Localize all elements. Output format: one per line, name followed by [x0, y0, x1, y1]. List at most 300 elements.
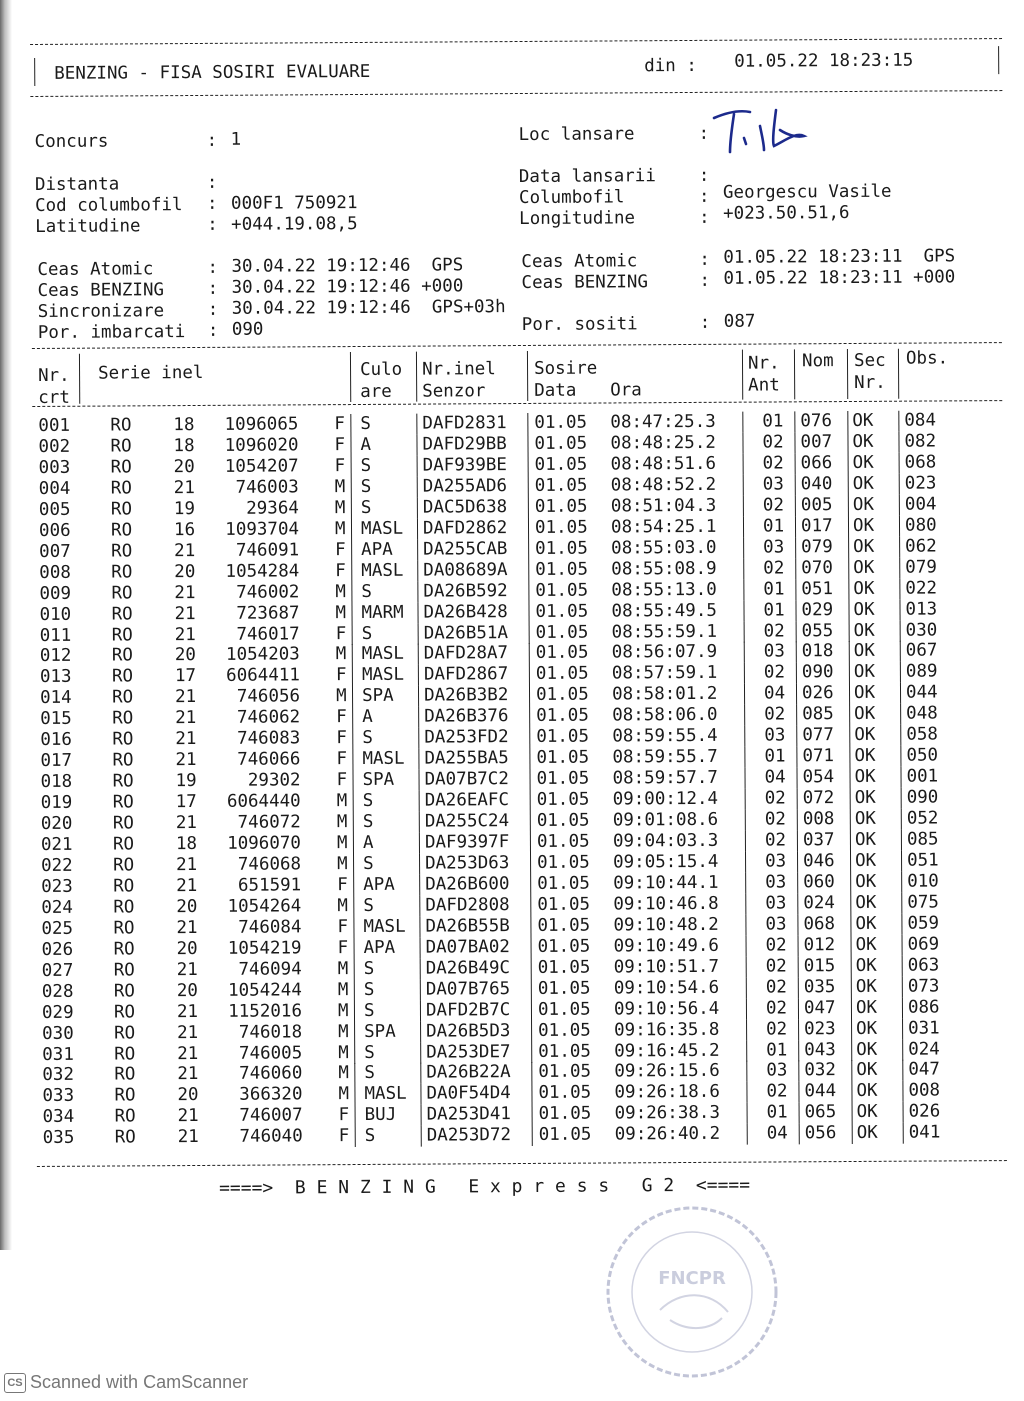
cell-color: S	[364, 1126, 376, 1147]
cell-sec: OK	[854, 850, 877, 871]
col-sep	[417, 581, 418, 602]
col-sep	[901, 893, 902, 914]
cell-sec: OK	[855, 913, 877, 934]
cell-obs: 001	[906, 766, 939, 787]
cell-obs: 080	[904, 515, 937, 536]
cell-year: 17	[174, 666, 197, 687]
cell-nr-crt: 025	[41, 918, 74, 939]
col-sep	[848, 453, 849, 474]
cell-arrival-date: 01.05	[534, 454, 588, 475]
cell-country: RO	[110, 415, 132, 436]
cell-sec: OK	[855, 997, 878, 1018]
cell-sex: F	[335, 560, 346, 581]
cell-sensor-ring: DA255C24	[424, 811, 510, 832]
cell-arrival-time: 09:10:44.1	[613, 872, 719, 894]
colon: :	[207, 299, 219, 320]
th-inel-1: Nr.inel	[421, 359, 496, 380]
cell-year: 21	[175, 708, 197, 729]
camscanner-text: Scanned with CamScanner	[30, 1372, 249, 1392]
cell-sensor-ring: DA255CAB	[423, 538, 508, 560]
cell-arrival-date: 01.05	[535, 622, 589, 643]
cell-sex: F	[336, 770, 348, 791]
cell-country: RO	[113, 855, 135, 876]
col-sep	[746, 998, 747, 1019]
col-sep	[900, 641, 901, 662]
col-sep	[420, 1084, 421, 1105]
cell-arrival-time: 08:48:51.6	[610, 453, 717, 475]
colon: :	[699, 207, 710, 228]
col-sep	[796, 747, 797, 768]
col-sep	[354, 959, 355, 980]
cell-nom: 040	[800, 473, 833, 495]
cell-sensor-ring: DA07BA02	[425, 936, 510, 958]
col-sep	[794, 349, 795, 399]
cell-country: RO	[112, 792, 134, 813]
cell-antenna: 02	[765, 935, 787, 956]
col-sep	[351, 582, 352, 603]
col-sep	[352, 770, 353, 791]
cell-color: S	[361, 623, 373, 644]
col-sep	[850, 830, 851, 851]
col-sep	[797, 788, 798, 809]
cell-obs: 067	[905, 640, 938, 662]
col-sep	[903, 1123, 904, 1144]
cell-obs: 004	[904, 494, 937, 515]
cell-ring-number: 1054203	[225, 644, 300, 666]
cell-nom: 007	[800, 432, 833, 453]
col-sep	[795, 495, 796, 516]
col-sep	[744, 726, 745, 747]
col-sep	[528, 476, 529, 497]
col-sep	[796, 726, 797, 747]
th-sec-2: Nr.	[854, 372, 886, 393]
cell-year: 21	[176, 854, 198, 876]
cell-sensor-ring: DAF9397F	[424, 832, 510, 853]
col-sep	[420, 937, 421, 958]
col-sep	[351, 561, 352, 582]
distanta-label: Distanta	[34, 174, 120, 195]
cell-arrival-date: 01.05	[534, 475, 588, 496]
col-sep	[529, 664, 530, 685]
col-sep	[849, 662, 850, 683]
cell-nr-crt: 003	[38, 457, 71, 478]
col-sep	[744, 768, 745, 789]
col-sep	[747, 1103, 748, 1124]
col-sep	[848, 537, 849, 558]
cell-arrival-date: 01.05	[535, 580, 589, 601]
col-sep	[796, 663, 797, 684]
col-sep	[420, 979, 421, 1000]
cell-nr-crt: 007	[39, 541, 71, 562]
cell-sensor-ring: DA26B600	[425, 873, 510, 895]
cell-nom: 023	[804, 1018, 836, 1039]
cell-arrival-time: 08:55:59.1	[611, 621, 718, 642]
cell-color: S	[363, 895, 374, 916]
cell-ring-number: 746056	[236, 686, 301, 708]
cell-ring-number: 1054207	[224, 456, 299, 477]
cell-antenna: 02	[763, 662, 786, 683]
cell-antenna: 01	[762, 516, 785, 537]
cell-arrival-time: 08:48:25.2	[610, 432, 716, 454]
col-sep	[795, 558, 796, 579]
cell-sex: F	[334, 414, 345, 435]
col-sep	[352, 707, 353, 728]
col-sep	[848, 579, 849, 600]
cell-ring-number: 746002	[236, 581, 300, 603]
cell-antenna: 02	[762, 495, 785, 516]
cell-nr-crt: 008	[39, 562, 71, 583]
col-sep	[529, 769, 530, 790]
colon: :	[698, 186, 710, 207]
cell-country: RO	[114, 1085, 136, 1106]
cell-nom: 055	[801, 620, 834, 641]
cell-color: S	[360, 455, 372, 476]
col-sep	[355, 1105, 356, 1126]
cell-color: APA	[361, 539, 393, 560]
cell-country: RO	[113, 876, 135, 897]
th-culoare-2: are	[360, 381, 392, 402]
col-sep	[898, 411, 899, 432]
col-sep	[794, 411, 795, 432]
cell-sex: M	[337, 854, 348, 875]
cell-color: S	[360, 476, 372, 497]
cell-sec: OK	[853, 578, 875, 599]
cell-ring-number: 746091	[235, 540, 300, 561]
cell-obs: 031	[908, 1018, 940, 1039]
col-sep	[901, 913, 902, 934]
cell-obs: 086	[907, 997, 940, 1018]
th-ant-2: Ant	[748, 375, 780, 396]
col-sep	[796, 642, 797, 663]
cell-arrival-date: 01.05	[534, 496, 588, 517]
cell-arrival-time: 08:59:55.4	[612, 726, 718, 747]
cell-sensor-ring: DA08689A	[423, 559, 508, 581]
col-sep	[351, 603, 352, 624]
col-sep	[743, 454, 744, 475]
cell-nom: 085	[802, 704, 834, 725]
col-sep	[899, 599, 900, 620]
cell-color: S	[363, 958, 375, 979]
cell-nom: 032	[804, 1060, 837, 1081]
cell-sec: OK	[853, 662, 876, 683]
cell-year: 21	[174, 624, 196, 645]
cell-obs: 024	[908, 1038, 940, 1060]
col-sep	[849, 704, 850, 725]
col-sep	[798, 1019, 799, 1040]
latitudine-value: +044.19.08,5	[231, 214, 358, 235]
cell-antenna: 01	[763, 578, 785, 600]
colon: :	[698, 165, 710, 186]
cell-sex: M	[336, 812, 348, 833]
cell-nom: 066	[800, 452, 833, 474]
th-culoare-1: Culo	[359, 359, 403, 380]
por-sositi-label: Por. sositi	[521, 314, 638, 336]
cell-nom: 018	[801, 641, 834, 662]
col-sep	[419, 875, 420, 896]
cell-country: RO	[114, 1106, 136, 1127]
cell-arrival-time: 09:16:35.8	[614, 1019, 720, 1040]
col-sep	[747, 1124, 748, 1145]
cell-sec: OK	[853, 641, 875, 662]
col-sep	[746, 956, 747, 977]
col-sep	[744, 663, 745, 684]
cell-sec: OK	[854, 725, 876, 746]
din-label: din :	[644, 55, 697, 77]
col-sep	[531, 937, 532, 958]
col-sep	[848, 600, 849, 621]
cell-sec: OK	[855, 892, 877, 913]
cell-year: 21	[174, 687, 197, 708]
cell-sec: OK	[853, 620, 875, 641]
cell-antenna: 03	[764, 725, 786, 746]
cell-arrival-time: 09:26:15.6	[614, 1061, 720, 1082]
cell-sensor-ring: DA253D41	[426, 1104, 511, 1125]
cell-nr-crt: 009	[39, 583, 72, 604]
cell-country: RO	[112, 834, 135, 855]
cell-sensor-ring: DA253FD2	[424, 727, 509, 748]
colon: :	[206, 193, 218, 214]
ceas-benzing-value-left: 30.04.22 19:12:46 +000	[231, 276, 464, 298]
col-sep	[528, 560, 529, 581]
cell-sex: F	[338, 1105, 350, 1126]
col-sep	[530, 916, 531, 937]
cell-nr-crt: 001	[38, 415, 71, 436]
cell-nr-crt: 022	[41, 855, 73, 876]
cell-sensor-ring: DA26B376	[424, 706, 509, 727]
cell-arrival-time: 08:55:13.0	[611, 579, 717, 601]
cell-arrival-time: 09:04:03.3	[612, 830, 719, 852]
cell-arrival-time: 09:01:08.6	[612, 809, 719, 831]
col-sep	[850, 893, 851, 914]
col-sep	[899, 494, 900, 515]
cell-arrival-time: 08:55:49.5	[611, 600, 717, 622]
cell-year: 20	[176, 938, 198, 959]
col-sep	[527, 351, 528, 401]
cell-arrival-time: 09:10:54.6	[613, 977, 720, 999]
cell-obs: 013	[905, 599, 938, 620]
por-imbarcati-label: Por. imbarcati	[37, 322, 186, 343]
cell-nr-crt: 004	[38, 478, 71, 499]
cell-arrival-time: 09:00:12.4	[612, 788, 719, 810]
col-sep	[745, 852, 746, 873]
cell-sex: M	[336, 791, 348, 812]
cell-country: RO	[112, 729, 134, 750]
col-sep	[419, 854, 420, 875]
cell-sec: OK	[855, 955, 877, 976]
th-obs: Obs.	[905, 348, 949, 369]
sincronizare-value: 30.04.22 19:12:46 GPS+03h	[231, 297, 506, 319]
col-sep	[795, 474, 796, 495]
cell-arrival-time: 09:10:56.4	[613, 998, 720, 1020]
cell-obs: 079	[905, 557, 937, 578]
cell-sex: M	[335, 686, 347, 707]
cell-antenna: 03	[765, 893, 787, 914]
cell-antenna: 03	[764, 851, 787, 872]
col-sep	[902, 1018, 903, 1039]
cell-arrival-date: 01.05	[536, 705, 589, 727]
cell-nom: 070	[801, 557, 833, 578]
col-sep	[797, 914, 798, 935]
col-sep	[851, 1039, 852, 1060]
cell-obs: 010	[907, 871, 939, 892]
col-sep	[351, 477, 352, 498]
cell-country: RO	[110, 457, 132, 478]
col-sep	[745, 893, 746, 914]
cell-sex: M	[335, 644, 347, 665]
col-sep	[531, 958, 532, 979]
col-sep	[745, 873, 746, 894]
col-sep	[352, 728, 353, 749]
cell-country: RO	[111, 541, 133, 562]
cell-sex: M	[336, 833, 348, 854]
col-sep	[744, 705, 745, 726]
cell-ring-number: 6064411	[226, 665, 300, 687]
cell-sex: F	[338, 1126, 350, 1147]
col-sep	[351, 498, 352, 519]
cell-antenna: 02	[766, 1018, 788, 1040]
cell-country: RO	[114, 1064, 136, 1085]
cell-sensor-ring: DA253DE7	[426, 1041, 511, 1063]
col-sep	[796, 767, 797, 788]
col-sep	[850, 809, 851, 830]
cell-year: 21	[176, 875, 198, 897]
cell-sex: M	[338, 1084, 350, 1105]
col-sep	[418, 623, 419, 644]
cell-nom: 046	[802, 851, 835, 872]
cell-sec: OK	[855, 934, 877, 955]
cell-color: S	[362, 811, 374, 833]
cell-nr-crt: 029	[41, 1002, 74, 1023]
cell-sensor-ring: DAFD29BB	[422, 434, 507, 455]
colon: :	[698, 123, 710, 144]
col-sep	[745, 789, 746, 810]
cell-antenna: 01	[766, 1102, 788, 1123]
col-sep	[852, 1102, 853, 1123]
cell-color: MASL	[364, 1084, 407, 1105]
col-sep	[354, 980, 355, 1001]
cell-nom: 051	[801, 578, 834, 599]
cell-antenna: 02	[766, 1081, 788, 1102]
cell-arrival-date: 01.05	[535, 643, 589, 664]
col-sep	[354, 1001, 355, 1022]
cell-obs: 050	[906, 745, 939, 766]
cell-sex: F	[334, 455, 346, 477]
cell-nom: 054	[802, 767, 835, 788]
cell-arrival-date: 01.05	[536, 810, 590, 831]
cell-arrival-time: 08:57:59.1	[611, 663, 718, 684]
col-sep	[351, 456, 352, 477]
cell-obs: 059	[907, 913, 940, 934]
col-sep	[353, 917, 354, 938]
col-sep	[352, 644, 353, 665]
ceas-atomic-value-right: 01.05.22 18:23:11 GPS	[723, 246, 956, 268]
col-sep	[798, 935, 799, 956]
cell-sensor-ring: DAFD2808	[425, 894, 510, 916]
col-sep	[849, 746, 850, 767]
cell-sec: OK	[854, 829, 877, 850]
cell-sensor-ring: DAF939BE	[422, 454, 507, 476]
col-sep	[742, 350, 743, 400]
cell-country: RO	[114, 1127, 136, 1148]
cell-sex: M	[334, 476, 346, 497]
cell-arrival-time: 08:54:25.1	[610, 516, 717, 538]
cell-nom: 024	[803, 892, 835, 914]
table-header-top-rule	[32, 342, 1002, 349]
camscanner-watermark	[4, 1372, 248, 1393]
cell-nom: 071	[802, 746, 835, 767]
col-sep	[530, 811, 531, 832]
concurs-label: Concurs	[34, 131, 109, 152]
cell-antenna: 02	[764, 704, 786, 725]
cell-ring-number: 1096065	[224, 414, 299, 435]
latitudine-label: Latitudine	[35, 216, 141, 237]
cell-arrival-time: 08:59:57.7	[612, 767, 718, 789]
cell-sex: F	[335, 665, 347, 686]
cell-ring-number: 29364	[246, 498, 299, 519]
col-sep	[796, 621, 797, 642]
col-sep	[353, 854, 354, 875]
cell-sex: F	[335, 623, 347, 644]
cell-year: 21	[177, 1022, 199, 1043]
col-sep	[746, 1082, 747, 1103]
cell-nom: 037	[802, 830, 835, 851]
col-sep	[350, 414, 351, 435]
cell-color: MASL	[360, 518, 404, 539]
cell-sec: OK	[852, 431, 874, 452]
cell-arrival-date: 01.05	[536, 831, 590, 852]
columbofil-value: Georgescu Vasile	[722, 181, 892, 203]
cell-nr-crt: 027	[41, 960, 74, 981]
cell-sex: M	[334, 518, 346, 539]
cell-nom: 065	[804, 1102, 837, 1123]
cell-antenna: 01	[762, 411, 784, 432]
cell-nom: 060	[803, 871, 835, 893]
col-sep	[797, 809, 798, 830]
col-sep	[350, 435, 351, 456]
cell-sex: M	[337, 979, 349, 1000]
col-sep	[354, 938, 355, 959]
col-sep	[902, 1060, 903, 1081]
col-sep	[419, 791, 420, 812]
cell-country: RO	[114, 1022, 136, 1044]
col-sep	[530, 832, 531, 853]
cell-year: 21	[176, 917, 198, 938]
col-sep	[418, 728, 419, 749]
col-sep	[418, 686, 419, 707]
cell-country: RO	[110, 520, 133, 541]
cell-sensor-ring: DAC5D638	[422, 496, 508, 518]
col-sep	[900, 746, 901, 767]
col-sep	[797, 830, 798, 851]
col-sep	[901, 851, 902, 872]
cell-color: S	[361, 581, 373, 602]
cell-ring-number: 1093704	[225, 519, 300, 540]
cell-color: S	[364, 1063, 375, 1084]
col-sep	[795, 579, 796, 600]
cell-ring-number: 746007	[239, 1105, 303, 1127]
col-sep	[528, 518, 529, 539]
col-sep	[354, 1084, 355, 1105]
cell-sensor-ring: DA255BA5	[424, 748, 509, 769]
col-sep	[354, 1022, 355, 1043]
cell-nr-crt: 031	[42, 1044, 74, 1065]
col-sep	[528, 581, 529, 602]
cell-arrival-date: 01.05	[538, 1082, 592, 1104]
th-inel-2: Senzor	[422, 381, 486, 402]
cell-country: RO	[113, 981, 135, 1002]
col-sep	[850, 914, 851, 935]
cell-obs: 022	[905, 578, 938, 599]
